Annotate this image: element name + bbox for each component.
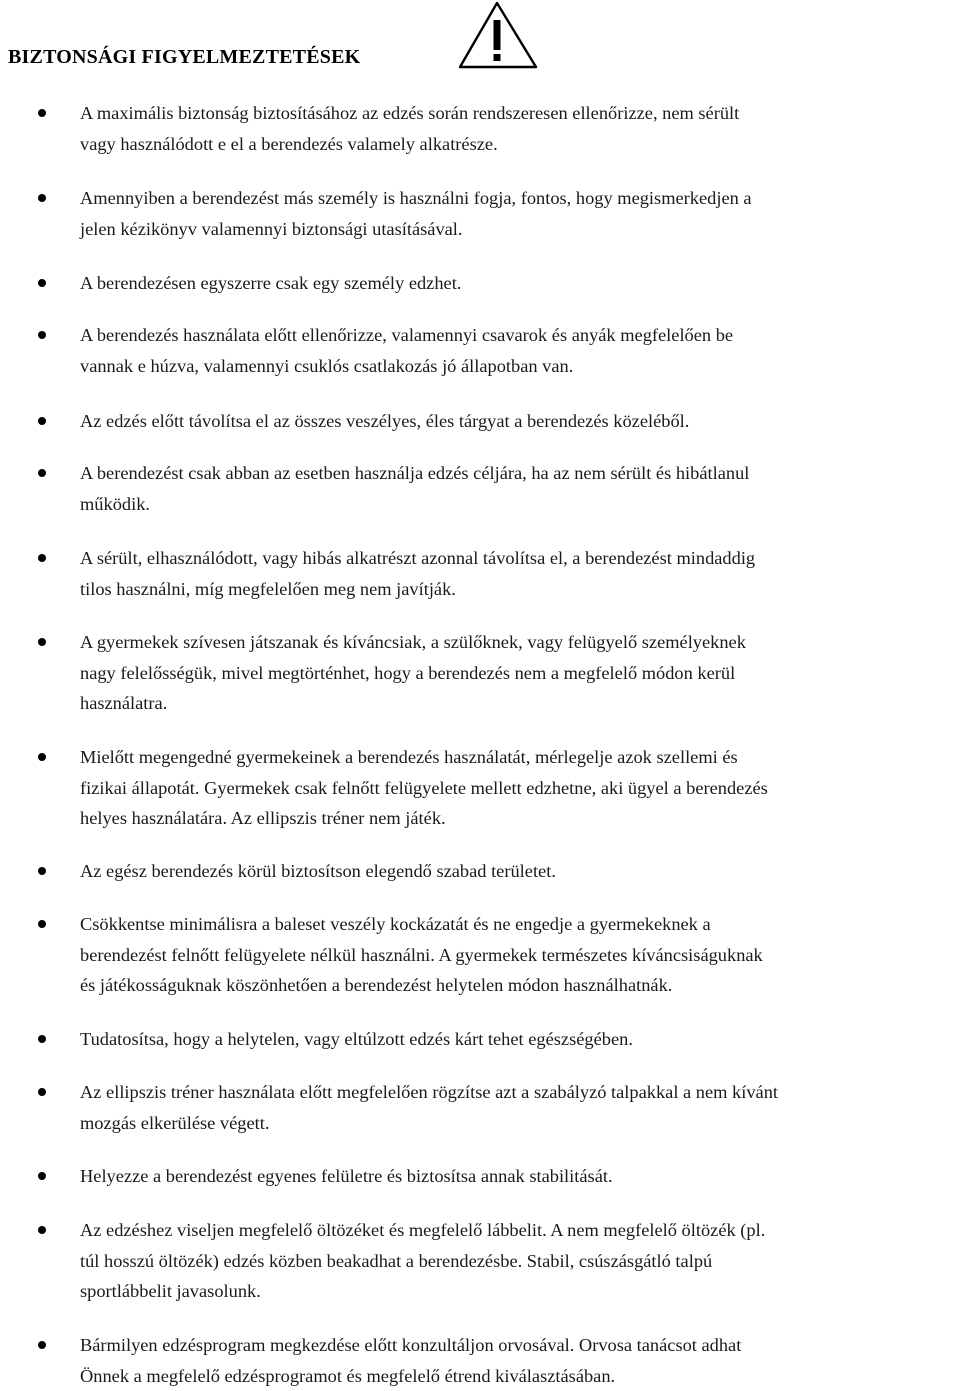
bullet-icon xyxy=(38,1341,46,1349)
list-item-text: Az edzéshez viseljen megfelelő öltözéket és megfelelő lábbelit. A nem megfelelő öltözék (pl. túl hosszú öltözék) edzés közben beakadhat a berendezésbe. Stabil, csúszásgátló talpú sportlábbelit javasolunk. xyxy=(80,1220,766,1301)
list-item-text: A berendezést csak abban az esetben használja edzés céljára, ha az nem sérült és hibátlanul működik. xyxy=(80,463,750,514)
list-item-text: Az edzés előtt távolítsa el az összes veszélyes, éles tárgyat a berendezés közeléből. xyxy=(80,411,690,431)
list-item-text: Az egész berendezés körül biztosítson elegendő szabad területet. xyxy=(80,861,556,881)
bullet-icon xyxy=(38,638,46,646)
bullet-icon xyxy=(38,920,46,928)
list-item-text: A gyermekek szívesen játszanak és kíváncsiak, a szülőknek, vagy felügyelő személyeknek nagy felelősségük, mivel megtörténhet, hogy a berendezés nem a megfelelő módon kerül használatra. xyxy=(80,632,746,713)
list-item-text: A sérült, elhasználódott, vagy hibás alkatrészt azonnal távolítsa el, a berendezést mindaddig tilos használni, míg megfelelően meg nem javítják. xyxy=(80,548,756,599)
list-item-text: Amennyiben a berendezést más személy is használni fogja, fontos, hogy megismerkedjen a jelen kézikönyv valamennyi biztonsági utasításával. xyxy=(80,188,752,239)
bullet-icon xyxy=(38,1172,46,1180)
bullet-icon xyxy=(38,331,46,339)
bullet-icon xyxy=(38,194,46,202)
list-item-text: Csökkentse minimálisra a baleset veszély kockázatát és ne engedje a gyermekeknek a berendezést felnőtt felügyelete nélkül használni. A gyermekek természetes kíváncsiságuknak és játékosságuknak köszönhetően a berendezést helytelen módon használhatnák. xyxy=(80,914,763,995)
list-item-text: Bármilyen edzésprogram megkezdése előtt konzultáljon orvosával. Orvosa tanácsot adhat Önnek a megfelelő edzésprogramot és megfelelő étrend kiválasztásában. xyxy=(80,1335,742,1386)
bullet-icon xyxy=(38,279,46,287)
list-item-text: A berendezés használata előtt ellenőrizze, valamennyi csavarok és anyák megfelelően be vannak e húzva, valamennyi csuklós csatlakozás jó állapotban van. xyxy=(80,325,734,376)
bullet-icon xyxy=(38,1035,46,1043)
bullet-icon xyxy=(38,867,46,875)
list-item-text: A maximális biztonság biztosításához az edzés során rendszeresen ellenőrizze, nem sérült vagy használódott e el a berendezés valamely alkatrésze. xyxy=(80,103,740,154)
bullet-icon xyxy=(38,109,46,117)
list-item-text: Mielőtt megengedné gyermekeinek a berendezés használatát, mérlegelje azok szellemi és fizikai állapotát. Gyermekek csak felnőtt felügyelete mellett edzhetne, aki ügyel a berendezés helyes használatára. Az ellipszis tréner nem játék. xyxy=(80,747,768,828)
warning-triangle-icon xyxy=(454,0,540,70)
bullet-icon xyxy=(38,554,46,562)
list-item-text: Helyezze a berendezést egyenes felületre és biztosítsa annak stabilitását. xyxy=(80,1166,613,1186)
bullet-icon xyxy=(38,1226,46,1234)
bullet-icon xyxy=(38,753,46,761)
list-item-text: Az ellipszis tréner használata előtt megfelelően rögzítse azt a szabályzó talpakkal a nem kívánt mozgás elkerülése végett. xyxy=(80,1082,779,1133)
bullet-icon xyxy=(38,1088,46,1096)
list-item-text: A berendezésen egyszerre csak egy személy edzhet. xyxy=(80,273,462,293)
list-item-text: Tudatosítsa, hogy a helytelen, vagy eltúlzott edzés kárt tehet egészségében. xyxy=(80,1029,633,1049)
page-header xyxy=(8,0,608,80)
bullet-icon xyxy=(38,469,46,477)
page-title: BIZTONSÁGI FIGYELMEZTETÉSEK xyxy=(8,46,361,68)
bullet-icon xyxy=(38,417,46,425)
